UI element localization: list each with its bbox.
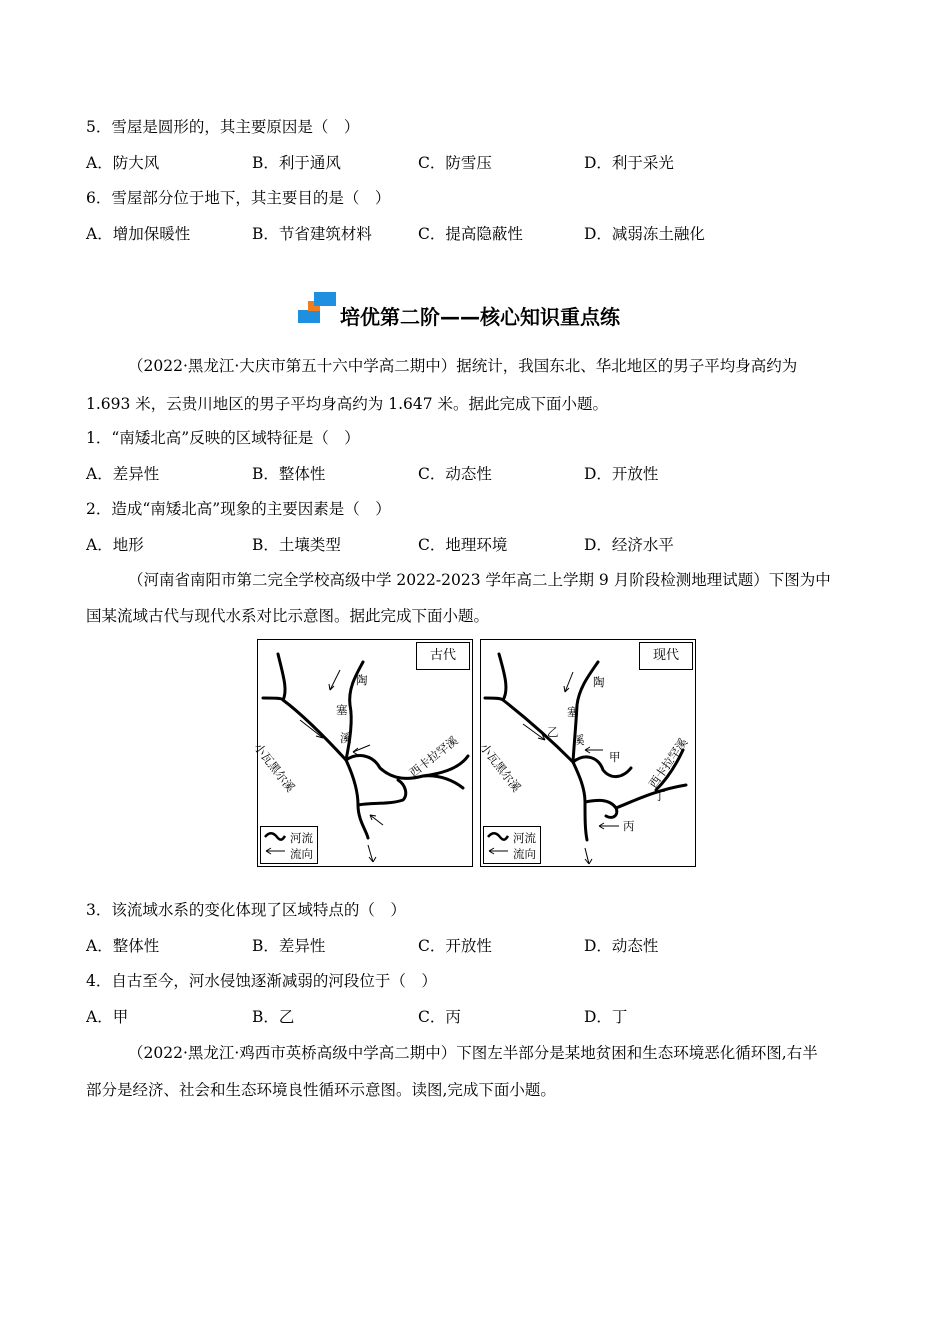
passage-1-line-1: （2022·黑龙江·大庆市第五十六中学高二期中）据统计，我国东北、华北地区的男子平均身高约为 (128, 357, 798, 375)
passage-3-line-2: 部分是经济、社会和生态环境良性循环示意图。读图,完成下面小题。 (86, 1081, 556, 1099)
question-4-option-a[interactable]: A．甲 (86, 1008, 129, 1026)
modern-legend-symbols (484, 827, 512, 863)
ancient-map-tag: 古代 (416, 642, 470, 670)
passage-2-line-1: （河南省南阳市第二完全学校高级中学 2022-2023 学年高二上学期 9 月阶段检测地理试题）下图为中 (128, 571, 831, 589)
question-6-stem: 6．雪屋部分位于地下，其主要目的是（ ） (86, 189, 391, 207)
question-1-option-d[interactable]: D．开放性 (584, 465, 659, 483)
question-5-option-d[interactable]: D．利于采光 (584, 154, 674, 172)
section-title: 培优第二阶——核心知识重点练 (340, 305, 620, 329)
question-6-option-a[interactable]: A．增加保暖性 (86, 225, 191, 243)
question-1-option-a[interactable]: A．差异性 (86, 465, 160, 483)
ancient-legend (260, 826, 318, 864)
question-2-option-a[interactable]: A．地形 (86, 536, 144, 554)
question-3-option-a[interactable]: A．整体性 (86, 937, 160, 955)
question-2-option-b[interactable]: B．土壤类型 (252, 536, 341, 554)
ancient-legend-symbols (261, 827, 289, 863)
question-6-option-d[interactable]: D．减弱冻土融化 (584, 225, 705, 243)
modern-label-yi: 乙 (547, 725, 559, 739)
modern-label-tao: 陶 (593, 675, 605, 689)
modern-label-xiaowa: 小瓦黑尔溪 (477, 740, 524, 795)
question-3-option-b[interactable]: B．差异性 (252, 937, 326, 955)
question-1-stem: 1．“南矮北高”反映的区域特征是（ ） (86, 429, 360, 447)
modern-legend (483, 826, 541, 864)
question-3-option-d[interactable]: D．动态性 (584, 937, 659, 955)
question-5-option-c[interactable]: C．防雪压 (418, 154, 492, 172)
modern-label-xi: 溪 (573, 733, 585, 747)
modern-map-tag: 现代 (639, 642, 693, 670)
modern-label-jia: 甲 (609, 750, 621, 764)
modern-river-map (477, 639, 696, 867)
ancient-legend-river: 河流 (290, 831, 313, 845)
question-4-option-d[interactable]: D．丁 (584, 1008, 628, 1026)
question-5-stem: 5．雪屋是圆形的，其主要原因是（ ） (86, 118, 360, 136)
question-2-stem: 2．造成“南矮北高”现象的主要因素是（ ） (86, 500, 391, 518)
ancient-label-xika: 西卡拉罕溪 (406, 733, 461, 780)
ancient-label-sai: 塞 (336, 703, 348, 717)
passage-2-line-2: 国某流域古代与现代水系对比示意图。据此完成下面小题。 (86, 607, 490, 625)
question-4-option-b[interactable]: B．乙 (252, 1008, 295, 1026)
modern-label-ding: 丁 (654, 789, 666, 803)
question-2-option-d[interactable]: D．经济水平 (584, 536, 674, 554)
section-title-icon (298, 292, 336, 324)
modern-label-bing: 丙 (623, 819, 635, 833)
modern-legend-river: 河流 (513, 831, 536, 845)
question-3-stem: 3．该流域水系的变化体现了区域特点的（ ） (86, 901, 406, 919)
question-4-stem: 4．自古至今，河水侵蚀逐渐减弱的河段位于（ ） (86, 972, 437, 990)
question-3-option-c[interactable]: C．开放性 (418, 937, 492, 955)
modern-legend-flow: 流向 (513, 847, 536, 861)
modern-label-xika: 西卡拉罕溪 (645, 735, 691, 791)
question-1-option-b[interactable]: B．整体性 (252, 465, 326, 483)
modern-label-sai: 塞 (567, 705, 579, 719)
question-6-option-c[interactable]: C．提高隐蔽性 (418, 225, 523, 243)
ancient-label-xiaowa: 小瓦黑尔溪 (251, 740, 298, 795)
passage-3-line-1: （2022·黑龙江·鸡西市英桥高级中学高二期中）下图左半部分是某地贫困和生态环境恶化循环图,右半 (128, 1044, 818, 1062)
question-5-option-b[interactable]: B．利于通风 (252, 154, 341, 172)
passage-1-line-2: 1.693 米，云贵川地区的男子平均身高约为 1.647 米。据此完成下面小题。 (86, 395, 609, 413)
question-6-option-b[interactable]: B．节省建筑材料 (252, 225, 372, 243)
ancient-river-map (251, 639, 473, 867)
ancient-label-tao: 陶 (356, 673, 368, 687)
question-4-option-c[interactable]: C．丙 (418, 1008, 461, 1026)
ancient-label-xi: 溪 (340, 731, 352, 745)
question-5-option-a[interactable]: A．防大风 (86, 154, 160, 172)
question-1-option-c[interactable]: C．动态性 (418, 465, 492, 483)
ancient-legend-flow: 流向 (290, 847, 313, 861)
question-2-option-c[interactable]: C．地理环境 (418, 536, 508, 554)
